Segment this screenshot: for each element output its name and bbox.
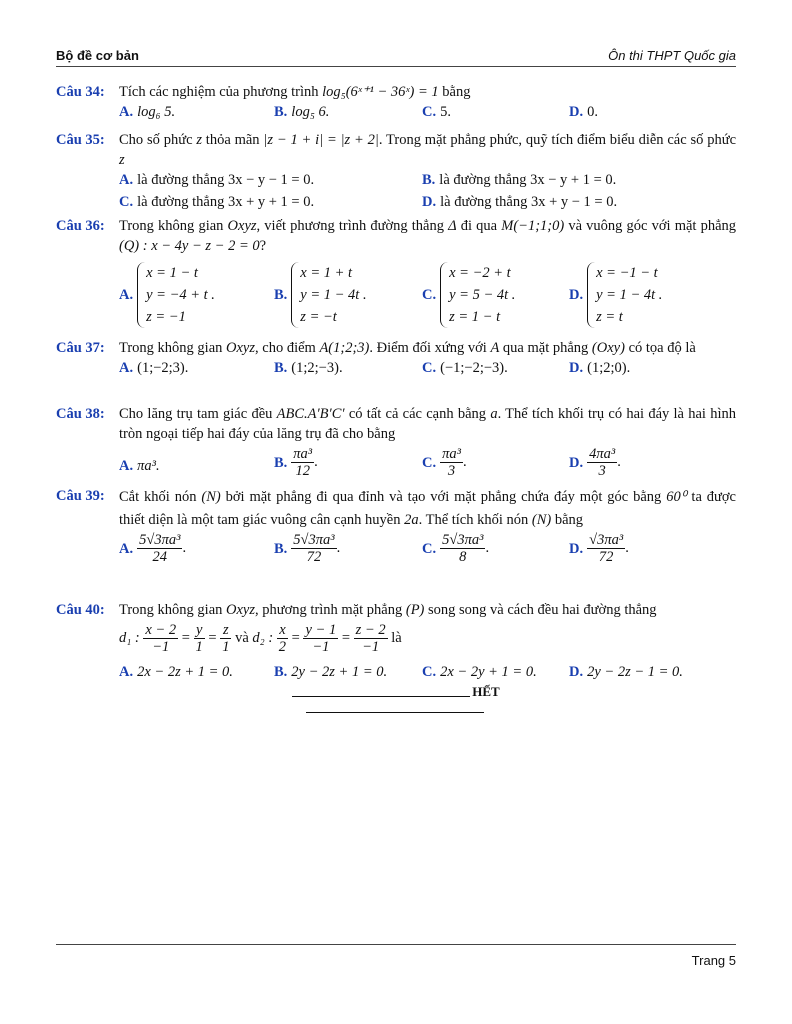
- option-d[interactable]: D. 2y − 2z − 1 = 0.: [569, 664, 683, 680]
- option-d[interactable]: D. là đường thẳng 3x + y − 1 = 0.: [422, 194, 618, 210]
- option-b[interactable]: B. log₅ 6.: [274, 104, 330, 120]
- option-d[interactable]: D. x = −1 − t y = 1 − 4t . z = t: [569, 262, 662, 328]
- question-text: Cho lăng trụ tam giác đều ABC.A′B′C′ có tất cả các cạnh bằng a. Thể tích khối trụ có hai đáy là hai hình tròn ngoại tiếp hai đáy của lăng trụ đã cho bằng: [119, 406, 736, 442]
- option-c[interactable]: C. $\frac{\text{πa³}}{3}$ .: [422, 446, 467, 479]
- option-b[interactable]: B. 2y − 2z + 1 = 0.: [274, 664, 388, 680]
- question-text: Trong không gian Oxyz, viết phương trình đường thẳng Δ đi qua M(−1;1;0) và vuông góc với mặt phẳng (Q) : x − 4y − z − 2 = 0?: [119, 218, 737, 254]
- question-label: Câu 39:: [56, 488, 105, 504]
- question-40: [56, 600, 736, 684]
- question-label: Câu 34:: [56, 84, 105, 100]
- divider-left: [292, 696, 470, 697]
- option-a[interactable]: A. (1;−2;3).: [119, 360, 189, 376]
- option-d[interactable]: D. 0.: [569, 104, 598, 120]
- options: [119, 192, 736, 214]
- option-a[interactable]: A. log₆ 5.: [119, 104, 176, 120]
- equation-system: x = 1 − t y = −4 + t . z = −1: [137, 262, 215, 328]
- header-title: Bộ đề cơ bản: [56, 48, 139, 63]
- end-marker: HẾT: [200, 684, 590, 716]
- line-equations: d₁ : $\frac{x - 2}{-1}$ = $\frac{y}{1}$ = $\frac{z}{1}$ và d₂ : $\frac{x}{2}$ = $\frac{y - 1}{-1}$ = $\frac{z - 2}{-1}$ là: [119, 622, 402, 655]
- fraction: $\frac{\text{5√3πa³}}{24}$: [139, 532, 181, 565]
- page-header: [56, 44, 736, 67]
- header-subtitle: Ôn thi THPT Quốc gia: [608, 48, 736, 63]
- options: [119, 532, 736, 572]
- options: [119, 358, 736, 380]
- question-text: Trong không gian Oxyz, cho điểm A(1;2;3). Điểm đối xứng với A qua mặt phẳng (Oxy) có tọa độ là: [119, 340, 696, 356]
- options: [119, 102, 736, 124]
- question-label: Câu 35:: [56, 132, 105, 148]
- page-number: Trang 5: [691, 953, 736, 968]
- page-footer: [56, 944, 736, 968]
- option-b[interactable]: B. $\frac{\text{5√3πa³}}{72}$ .: [274, 532, 341, 565]
- question-39: [56, 486, 736, 572]
- question-37: [56, 338, 736, 380]
- fraction: $\frac{\text{4πa³}}{3}$: [589, 446, 616, 479]
- question-36: [56, 216, 736, 338]
- equation-system: x = 1 + t y = 1 − 4t . z = −t: [291, 262, 366, 328]
- option-c[interactable]: C. là đường thẳng 3x + y + 1 = 0.: [119, 194, 315, 210]
- options: [119, 446, 736, 486]
- question-38: [56, 404, 736, 486]
- options: [119, 262, 736, 338]
- option-b[interactable]: B. $\frac{\text{πa³}}{12}$ .: [274, 446, 318, 479]
- option-d[interactable]: D. $\frac{\text{4πa³}}{3}$ .: [569, 446, 621, 479]
- question-label: Câu 38:: [56, 406, 105, 422]
- equation-system: x = −2 + t y = 5 − 4t . z = 1 − t: [440, 262, 515, 328]
- option-a[interactable]: A. $\frac{\text{5√3πa³}}{24}$ .: [119, 532, 187, 565]
- question-text: Tích các nghiệm của phương trình log₅(6ˣ⁺¹ − 36ˣ) = 1 bằng: [119, 84, 471, 100]
- divider-right: [306, 712, 484, 713]
- options: [119, 662, 736, 684]
- option-a[interactable]: A. là đường thẳng 3x − y − 1 = 0.: [119, 172, 315, 188]
- question-text: Cắt khối nón (N) bởi mặt phẳng đi qua đỉnh và tạo với mặt phẳng chứa đáy một góc bằng 60⁰ ta được thiết diện là một tam giác vuông cân cạnh huyền 2a. Thể tích khối nón (N) bằng: [119, 489, 736, 528]
- option-a[interactable]: A. x = 1 − t y = −4 + t . z = −1: [119, 262, 215, 328]
- option-a[interactable]: A. πa³.: [119, 458, 160, 474]
- option-a[interactable]: A. 2x − 2z + 1 = 0.: [119, 664, 233, 680]
- option-d[interactable]: D. $\frac{\text{√3πa³}}{72}$ .: [569, 532, 629, 565]
- option-b[interactable]: B. x = 1 + t y = 1 − 4t . z = −t: [274, 262, 367, 328]
- fraction: $\frac{\text{5√3πa³}}{72}$: [293, 532, 335, 565]
- option-b[interactable]: B. là đường thẳng 3x − y + 1 = 0.: [422, 172, 617, 188]
- fraction: $\frac{\text{πa³}}{12}$: [293, 446, 313, 479]
- equation-system: x = −1 − t y = 1 − 4t . z = t: [587, 262, 662, 328]
- question-label: Câu 36:: [56, 218, 105, 234]
- option-c[interactable]: C. 5.: [422, 104, 451, 120]
- question-label: Câu 37:: [56, 340, 105, 356]
- option-b[interactable]: B. (1;2;−3).: [274, 360, 343, 376]
- question-35: [56, 130, 736, 214]
- option-c[interactable]: C. (−1;−2;−3).: [422, 360, 508, 376]
- fraction: $\frac{\text{πa³}}{3}$: [442, 446, 461, 479]
- question-34: [56, 82, 736, 124]
- options: [119, 170, 736, 192]
- option-c[interactable]: C. 2x − 2y + 1 = 0.: [422, 664, 537, 680]
- fraction: $\frac{\text{√3πa³}}{72}$: [589, 532, 624, 565]
- fraction: $\frac{\text{5√3πa³}}{8}$: [442, 532, 484, 565]
- question-text: Trong không gian Oxyz, phương trình mặt phẳng (P) song song và cách đều hai đường thẳng: [119, 602, 657, 618]
- option-d[interactable]: D. (1;2;0).: [569, 360, 631, 376]
- option-c[interactable]: C. x = −2 + t y = 5 − 4t . z = 1 − t: [422, 262, 515, 328]
- question-text: Cho số phức z thỏa mãn |z − 1 + i| = |z + 2|. Trong mặt phẳng phức, quỹ tích điểm biểu diễn các số phức z: [119, 132, 737, 168]
- question-label: Câu 40:: [56, 602, 105, 618]
- option-c[interactable]: C. $\frac{\text{5√3πa³}}{8}$ .: [422, 532, 490, 565]
